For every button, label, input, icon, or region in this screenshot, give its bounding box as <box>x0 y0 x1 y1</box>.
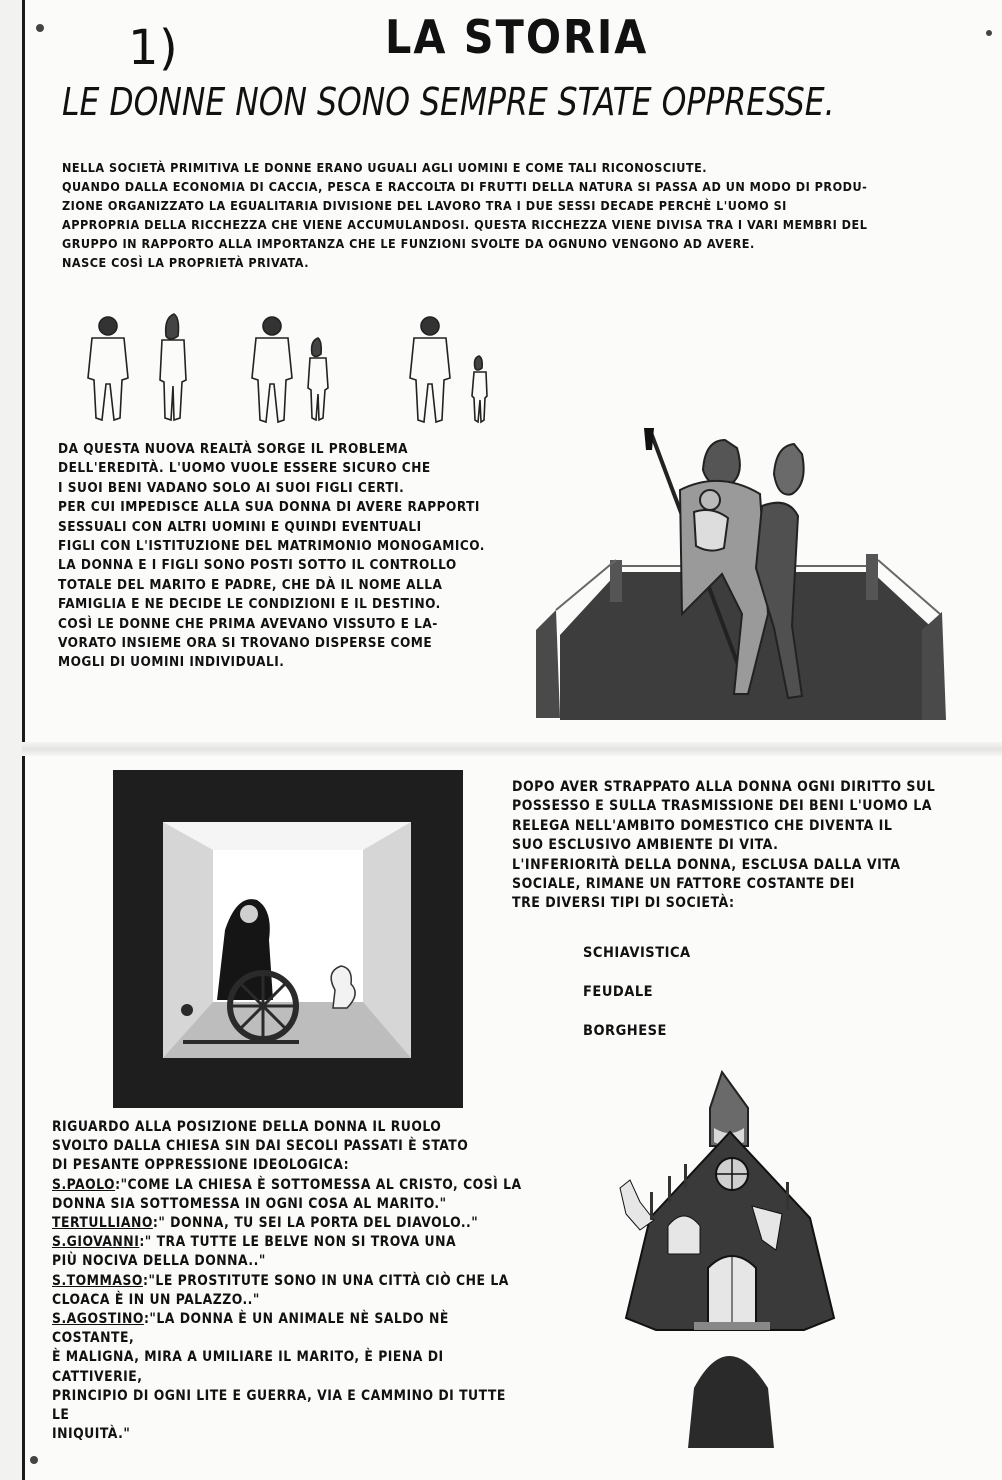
quote-text: :"COME LA CHIESA È SOTTOMESSA AL CRISTO, COSÌ LA <box>115 1176 522 1193</box>
text-line: VORATO INSIEME ORA SI TROVANO DISPERSE COME <box>58 635 433 652</box>
text-line: FIGLI CON L'ISTITUZIONE DEL MATRIMONIO MONOGAMICO. <box>58 538 485 555</box>
intro-paragraph <box>62 158 962 272</box>
text-line: COSÌ LE DONNE CHE PRIMA AVEVANO VISSUTO E LA- <box>58 615 438 632</box>
society-type: BORGHESE <box>583 1023 667 1039</box>
page-title: LA STORIA <box>385 10 649 64</box>
society-type: FEUDALE <box>583 984 654 1000</box>
text-line: RIGUARDO ALLA POSIZIONE DELLA DONNA IL RUOLO <box>52 1119 442 1135</box>
intro-line: QUANDO DALLA ECONOMIA DI CACCIA, PESCA E RACCOLTA DI FRUTTI DELLA NATURA SI PASSA AD UN MODO DI PRODU- <box>62 179 868 194</box>
text-line: RELEGA NELL'AMBITO DOMESTICO CHE DIVENTA IL <box>512 817 893 834</box>
text-line: POSSESSO E SULLA TRASMISSIONE DEI BENI L'UOMO LA <box>512 798 933 815</box>
quote-author: S.PAOLO <box>52 1176 116 1193</box>
text-line: LA DONNA E I FIGLI SONO POSTI SOTTO IL CONTROLLO <box>58 557 457 574</box>
quote-line: INIQUITÀ." <box>52 1426 131 1443</box>
quote-line: È MALIGNA, MIRA A UMILIARE IL MARITO, È PIENA DI CATTIVERIE, <box>52 1349 444 1385</box>
quote-line <box>52 1233 522 1252</box>
text-line: SOCIALE, RIMANE UN FATTORE COSTANTE DEI <box>512 876 855 893</box>
intro-line: APPROPRIA DELLA RICCHEZZA CHE VIENE ACCUMULANDOSI. QUESTA RICCHEZZA VIENE DIVISA TRA I VARI MEMBRI DEL <box>62 217 868 232</box>
woman-figure <box>472 356 487 422</box>
intro-line: ZIONE ORGANIZZATO LA EGUALITARIA DIVISIONE DEL LAVORO TRA I DUE SESSI DECADE PERCHÈ L'UOMO SI <box>62 198 787 213</box>
pin-hole <box>986 30 992 36</box>
pin-hole <box>36 24 44 32</box>
domestic-room-illustration <box>113 770 463 1108</box>
text-line: SVOLTO DALLA CHIESA SIN DAI SECOLI PASSATI È STATO <box>52 1138 469 1155</box>
quote-author: S.AGOSTINO <box>52 1311 144 1328</box>
quote-line <box>52 1214 522 1233</box>
text-line: PER CUI IMPEDISCE ALLA SUA DONNA DI AVERE RAPPORTI <box>58 499 480 516</box>
intro-line: NASCE COSÌ LA PROPRIETÀ PRIVATA. <box>62 255 309 270</box>
text-line: FAMIGLIA E NE DECIDE LE CONDIZIONI E IL DESTINO. <box>58 596 441 613</box>
quote-line <box>52 1310 522 1348</box>
intro-line: NELLA SOCIETÀ PRIMITIVA LE DONNE ERANO UGUALI AGLI UOMINI E COME TALI RICONOSCIUTE. <box>62 160 708 175</box>
quote-text: :" DONNA, TU SEI LA PORTA DEL DIAVOLO.." <box>152 1215 479 1232</box>
quote-line: PRINCIPIO DI OGNI LITE E GUERRA, VIA E CAMMINO DI TUTTE LE <box>52 1387 506 1424</box>
text-line: TOTALE DEL MARITO E PADRE, CHE DÀ IL NOME ALLA <box>58 576 443 593</box>
paper-fold <box>22 742 1002 756</box>
text-line: DA QUESTA NUOVA REALTÀ SORGE IL PROBLEMA <box>58 441 409 457</box>
text-line: DELL'EREDITÀ. L'UOMO VUOLE ESSERE SICURO CHE <box>58 460 431 477</box>
quote-line: CLOACA È IN UN PALAZZO.." <box>52 1291 260 1308</box>
text-line: SUO ESCLUSIVO AMBIENTE DI VITA. <box>512 837 779 854</box>
church-paragraph <box>52 1118 522 1444</box>
section-number: 1) <box>128 20 179 76</box>
quote-text: :"LA DONNA È UN ANIMALE NÈ SALDO NÈ COSTANTE, <box>52 1311 449 1347</box>
page-subtitle: LE DONNE NON SONO SEMPRE STATE OPPRESSE. <box>62 80 835 124</box>
man-figure <box>410 317 450 422</box>
figure-pairs-illustration <box>78 308 508 434</box>
man-figure <box>88 317 128 420</box>
heritage-paragraph <box>58 440 498 673</box>
quote-text: :" TRA TUTTE LE BELVE NON SI TROVA UNA <box>139 1234 457 1251</box>
church-bishop-illustration <box>610 1068 850 1453</box>
quote-author: S.TOMMASO <box>52 1272 143 1289</box>
family-enclosure-illustration <box>530 420 950 725</box>
society-type: SCHIAVISTICA <box>583 945 691 961</box>
quote-line <box>52 1272 522 1291</box>
domestic-paragraph <box>512 778 942 914</box>
text-line: DOPO AVER STRAPPATO ALLA DONNA OGNI DIRITTO SUL <box>512 779 936 795</box>
pin-hole <box>30 1456 38 1464</box>
quote-author: TERTULLIANO <box>52 1215 153 1232</box>
quote-line <box>52 1176 522 1195</box>
quote-text: :"LE PROSTITUTE SONO IN UNA CITTÀ CIÒ CHE LA <box>142 1272 509 1289</box>
woman-figure <box>160 314 186 420</box>
text-line: SESSUALI CON ALTRI UOMINI E QUINDI EVENTUALI <box>58 518 422 535</box>
society-types-list <box>583 934 691 1051</box>
quote-line: DONNA SIA SOTTOMESSA IN OGNI COSA AL MARITO." <box>52 1195 447 1212</box>
intro-line: GRUPPO IN RAPPORTO ALLA IMPORTANZA CHE LE FUNZIONI SVOLTE DA OGNUNO VENGONO AD AVERE. <box>62 236 755 251</box>
text-line: I SUOI BENI VADANO SOLO AI SUOI FIGLI CERTI. <box>58 479 405 496</box>
quote-line: PIÙ NOCIVA DELLA DONNA.." <box>52 1253 266 1270</box>
quote-author: S.GIOVANNI <box>52 1234 140 1251</box>
woman-figure <box>308 338 328 420</box>
poster-left-edge <box>0 0 25 1480</box>
text-line: MOGLI DI UOMINI INDIVIDUALI. <box>58 654 285 671</box>
text-line: TRE DIVERSI TIPI DI SOCIETÀ: <box>512 895 735 912</box>
text-line: L'INFERIORITÀ DELLA DONNA, ESCLUSA DALLA VITA <box>512 856 901 873</box>
man-figure <box>252 317 292 422</box>
text-line: DI PESANTE OPPRESSIONE IDEOLOGICA: <box>52 1157 350 1174</box>
